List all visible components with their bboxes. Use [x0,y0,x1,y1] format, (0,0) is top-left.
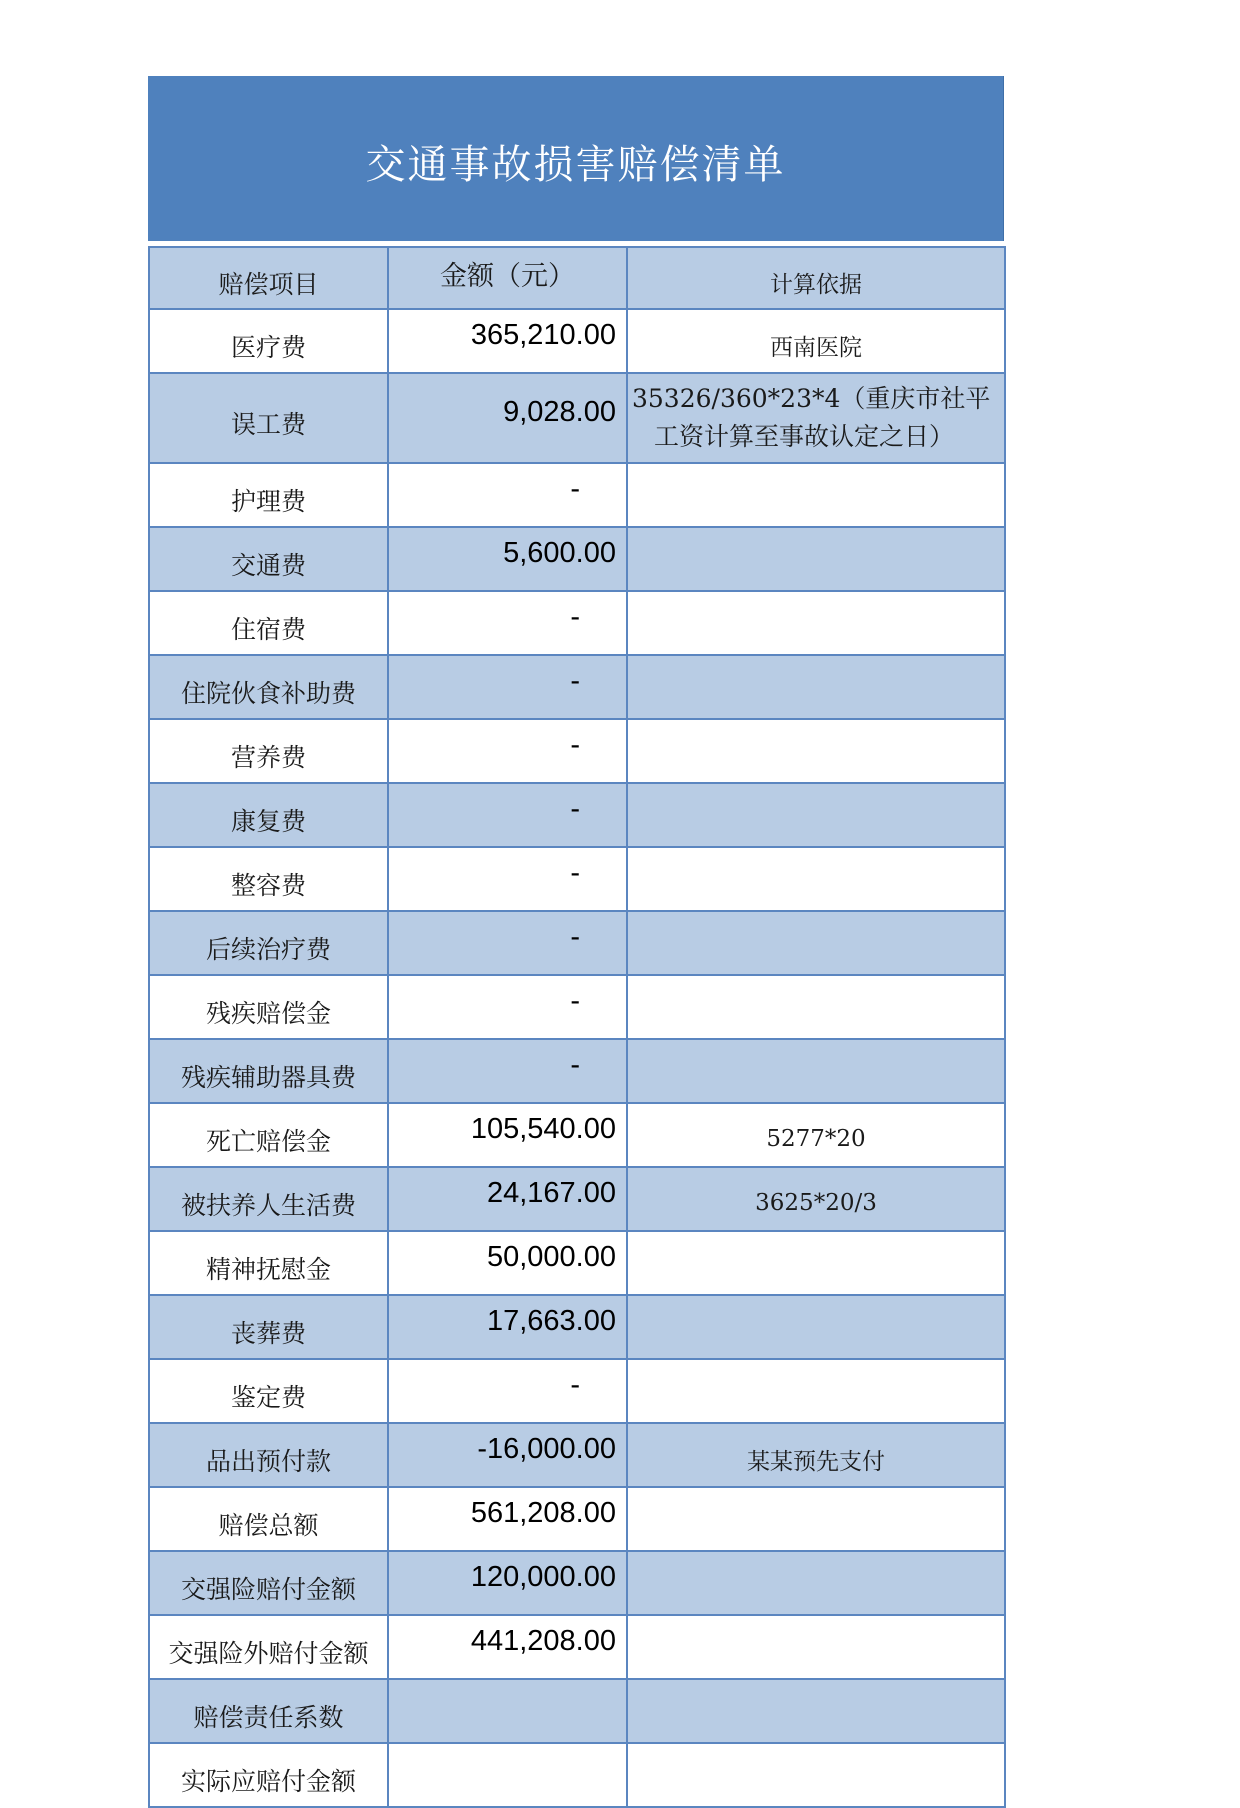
cell-basis[interactable] [627,1359,1005,1423]
cell-basis[interactable] [627,847,1005,911]
cell-item[interactable]: 护理费 [149,463,388,527]
cell-item[interactable]: 被扶养人生活费 [149,1167,388,1231]
table-row [149,309,1005,373]
cell-item[interactable]: 精神抚慰金 [149,1231,388,1295]
table-row [149,847,1005,911]
cell-item[interactable]: 残疾赔偿金 [149,975,388,1039]
table-header-row [149,247,1005,309]
cell-basis[interactable] [627,1039,1005,1103]
cell-item[interactable]: 住宿费 [149,591,388,655]
table-row [149,1103,1005,1167]
cell-basis[interactable]: 3625*20/3 [627,1167,1005,1231]
table-row [149,1615,1005,1679]
cell-amount[interactable]: - [388,783,627,847]
table-row [149,1039,1005,1103]
cell-amount[interactable]: 50,000.00 [388,1231,627,1295]
table-row [149,1295,1005,1359]
table-row [149,1231,1005,1295]
cell-amount[interactable]: - [388,463,627,527]
table-row [149,373,1005,463]
cell-basis[interactable] [627,463,1005,527]
cell-amount[interactable]: - [388,975,627,1039]
title-banner [148,76,1004,241]
table-row [149,527,1005,591]
cell-amount[interactable]: - [388,911,627,975]
cell-basis[interactable] [627,373,1005,463]
cell-basis[interactable]: 某某预先支付 [627,1423,1005,1487]
cell-amount[interactable]: 5,600.00 [388,527,627,591]
cell-item[interactable]: 品出预付款 [149,1423,388,1487]
cell-basis[interactable]: 5277*20 [627,1103,1005,1167]
cell-amount[interactable]: 17,663.00 [388,1295,627,1359]
cell-basis[interactable] [627,1551,1005,1615]
cell-amount[interactable]: - [388,591,627,655]
cell-basis[interactable]: 西南医院 [627,309,1005,373]
cell-item[interactable]: 医疗费 [149,309,388,373]
cell-item[interactable]: 交强险外赔付金额 [149,1615,388,1679]
cell-amount[interactable]: - [388,1359,627,1423]
cell-amount[interactable]: 24,167.00 [388,1167,627,1231]
cell-amount[interactable]: 120,000.00 [388,1551,627,1615]
cell-amount[interactable]: 105,540.00 [388,1103,627,1167]
basis-line-2: 工资计算至事故认定之日） [654,422,955,451]
table-row [149,911,1005,975]
cell-item[interactable]: 住院伙食补助费 [149,655,388,719]
header-item: 赔偿项目 [149,247,388,309]
header-amount: 金额（元） [388,247,627,309]
cell-basis[interactable] [627,975,1005,1039]
table-row [149,719,1005,783]
cell-item[interactable]: 整容费 [149,847,388,911]
cell-basis[interactable] [627,1231,1005,1295]
compensation-table [148,246,1006,1808]
cell-item[interactable]: 康复费 [149,783,388,847]
page-title: 交通事故损害赔偿清单 [365,142,786,188]
cell-basis[interactable] [627,1615,1005,1679]
cell-basis[interactable] [627,591,1005,655]
table-row [149,1423,1005,1487]
cell-item[interactable]: 赔偿总额 [149,1487,388,1551]
cell-item[interactable]: 交通费 [149,527,388,591]
cell-basis[interactable] [627,1295,1005,1359]
cell-basis[interactable] [627,527,1005,591]
cell-amount[interactable]: - [388,719,627,783]
cell-amount[interactable]: 561,208.00 [388,1487,627,1551]
cell-basis[interactable] [627,1487,1005,1551]
table-row [149,1359,1005,1423]
cell-item[interactable]: 交强险赔付金额 [149,1551,388,1615]
table-row [149,1551,1005,1615]
cell-item[interactable]: 死亡赔偿金 [149,1103,388,1167]
cell-item[interactable]: 丧葬费 [149,1295,388,1359]
table-row [149,975,1005,1039]
cell-basis[interactable] [627,911,1005,975]
cell-amount[interactable]: -16,000.00 [388,1423,627,1487]
cell-basis[interactable] [627,783,1005,847]
basis-line-1: 35326/360*23*4（重庆市社平 [632,384,991,413]
cell-amount[interactable]: - [388,847,627,911]
compensation-sheet [148,76,1004,1808]
cell-amount[interactable]: - [388,655,627,719]
cell-item[interactable]: 残疾辅助器具费 [149,1039,388,1103]
cell-item[interactable]: 营养费 [149,719,388,783]
cell-basis[interactable] [627,655,1005,719]
table-row [149,1679,1005,1743]
table-row [149,1487,1005,1551]
table-row [149,463,1005,527]
table-row [149,655,1005,719]
table-row [149,1167,1005,1231]
cell-item[interactable]: 实际应赔付金额 [149,1743,388,1807]
cell-basis[interactable] [627,1679,1005,1743]
cell-amount[interactable]: - [388,1039,627,1103]
cell-item[interactable]: 后续治疗费 [149,911,388,975]
header-basis: 计算依据 [627,247,1005,309]
cell-amount[interactable]: 365,210.00 [388,309,627,373]
cell-amount[interactable]: 9,028.00 [388,373,627,463]
table-row [149,591,1005,655]
cell-basis[interactable] [627,719,1005,783]
cell-item[interactable]: 鉴定费 [149,1359,388,1423]
cell-amount[interactable]: 441,208.00 [388,1615,627,1679]
cell-amount[interactable] [388,1679,627,1743]
cell-item[interactable]: 误工费 [149,373,388,463]
table-row [149,783,1005,847]
cell-item[interactable]: 赔偿责任系数 [149,1679,388,1743]
